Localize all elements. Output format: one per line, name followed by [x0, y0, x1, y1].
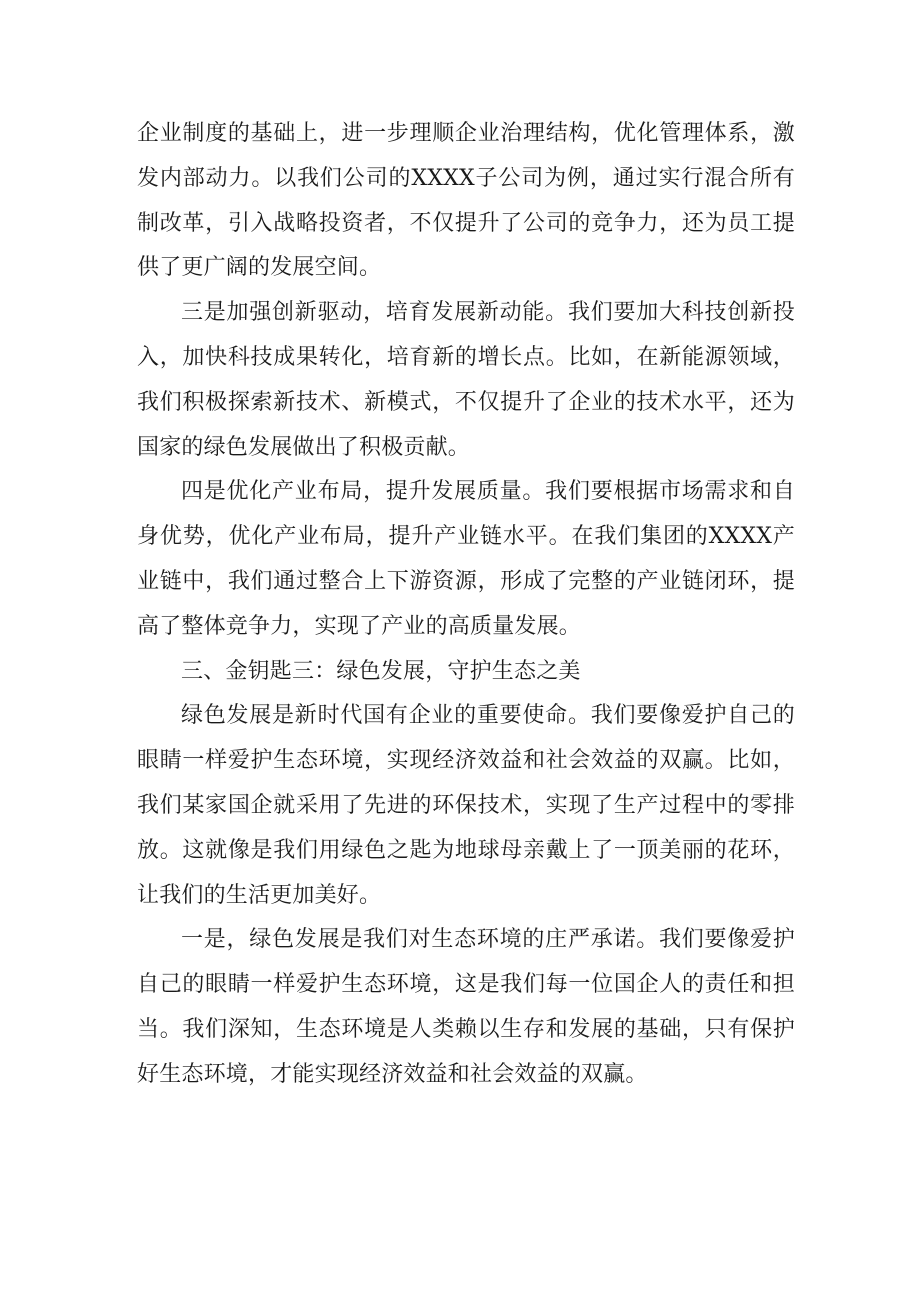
paragraph-innovation: 三是加强创新驱动，培育发展新动能。我们要加大科技创新投入，加快科技成果转化，培育新的增长点。比如，在新能源领域，我们积极探索新技术、新模式，不仅提升了企业的技术水平，还为国家的绿色发展做出了积极贡献。	[137, 300, 795, 460]
paragraph-ecological-commitment: 一是，绿色发展是我们对生态环境的庄严承诺。我们要像爱护自己的眼睛一样爱护生态环境，这是我们每一位国企人的责任和担当。我们深知，生态环境是人类赖以生存和发展的基础，只有保护好生态环境，才能实现经济效益和社会效益的双赢。	[137, 927, 795, 1087]
section-heading: 三、金钥匙三：绿色发展，守护生态之美	[181, 658, 581, 684]
paragraph-continuation: 企业制度的基础上，进一步理顺企业治理结构，优化管理体系，激发内部动力。以我们公司的XXXX子公司为例，通过实行混合所有制改革，引入战略投资者，不仅提升了公司的竞争力，还为员工提供了更广阔的发展空间。	[137, 121, 795, 281]
document-body	[137, 112, 795, 1098]
paragraph-green-development: 绿色发展是新时代国有企业的重要使命。我们要像爱护自己的眼睛一样爱护生态环境，实现经济效益和社会效益的双赢。比如，我们某家国企就采用了先进的环保技术，实现了生产过程中的零排放。这就像是我们用绿色之匙为地球母亲戴上了一顶美丽的花环，让我们的生活更加美好。	[137, 703, 795, 908]
paragraph-industry-layout: 四是优化产业布局，提升发展质量。我们要根据市场需求和自身优势，优化产业布局，提升产业链水平。在我们集团的XXXX产业链中，我们通过整合上下游资源，形成了完整的产业链闭环，提高了整体竞争力，实现了产业的高质量发展。	[137, 479, 795, 639]
